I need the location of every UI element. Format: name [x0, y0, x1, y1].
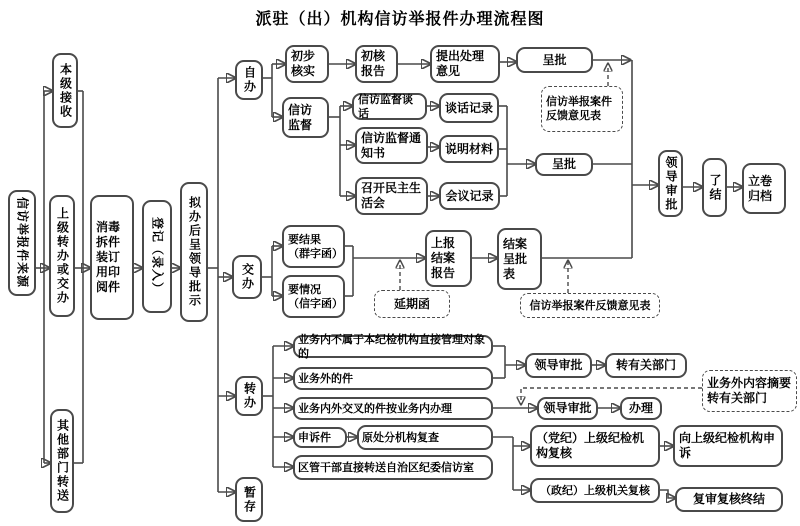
- node-source: 信访举报件来源: [8, 190, 36, 296]
- node-not-managed: 业务内不属于本纪检机构直接管理对象的: [293, 335, 493, 358]
- node-draft-submit: 拟办后呈领导批示: [180, 182, 208, 322]
- node-appeal-item: 申诉件: [293, 427, 347, 448]
- node-appeal-higher: 向上级纪检机构申诉: [673, 425, 783, 467]
- node-cross-biz: 业务内外交叉的件按业务内办理: [293, 397, 493, 420]
- node-to-related-dept: 转有关部门: [605, 353, 687, 378]
- node-outside-excerpt: 业务外内容摘要转有关部门: [702, 370, 797, 412]
- node-transfer-handle: 转办: [235, 376, 263, 416]
- node-final-review: 复审复核终结: [675, 487, 783, 512]
- node-archive: 立卷归档: [742, 163, 786, 214]
- node-temp-hold: 暂存: [235, 477, 263, 522]
- node-handle: 办理: [620, 397, 662, 420]
- node-explain-material: 说明材料: [439, 135, 499, 163]
- node-want-result: 要结果（群字函）: [282, 225, 345, 268]
- node-other-dept: 其他部门转送: [50, 409, 74, 513]
- node-initial-report: 初核报告: [355, 45, 398, 83]
- node-feedback-form-bottom: 信访举报案件反馈意见表: [520, 293, 660, 318]
- node-party-recheck: （党纪）上级纪检机构复核: [530, 425, 660, 467]
- node-supervision: 信访监督: [282, 97, 329, 138]
- node-original-recheck: 原处分机构复查: [357, 425, 493, 450]
- node-supervision-notice: 信访监督通知书: [355, 127, 428, 164]
- node-outside-biz: 业务外的件: [293, 367, 493, 390]
- node-democratic-meeting: 召开民主生活会: [355, 177, 428, 215]
- node-admin-recheck: （政纪）上级机关复核: [530, 478, 660, 503]
- node-closure-form: 结案呈批表: [497, 228, 542, 290]
- node-superior-assign: 上级转办或交办: [49, 195, 75, 317]
- node-register: 登记（录入）: [142, 200, 172, 313]
- node-assign-handle: 交办: [232, 255, 262, 299]
- node-closure-report: 上报结案报告: [425, 230, 472, 287]
- node-receive-local: 本级接收: [52, 53, 78, 128]
- node-submit-approval-2: 呈批: [535, 153, 593, 176]
- page-title: 派驻（出）机构信访举报件办理流程图: [255, 9, 545, 28]
- node-feedback-form-top: 信访举报案件反馈意见表: [541, 86, 623, 132]
- node-preliminary-verify: 初步核实: [285, 45, 329, 83]
- node-delay-letter: 延期函: [374, 290, 450, 318]
- node-self-handle: 自办: [235, 60, 263, 100]
- node-talk-record: 谈话记录: [439, 93, 499, 123]
- node-propose-opinion: 提出处理意见: [430, 45, 500, 83]
- node-conclude: 了结: [702, 158, 727, 217]
- node-meeting-record: 会议记录: [439, 182, 500, 210]
- node-leader-approval-t2: 领导审批: [537, 397, 598, 420]
- node-want-info: 要情况（信字函）: [282, 275, 345, 318]
- node-leader-approval-main: 领导审批: [658, 150, 683, 217]
- node-district-cadre: 区管干部直接转送自治区纪委信访室: [293, 455, 493, 480]
- node-leader-approval-t1: 领导审批: [525, 353, 592, 378]
- node-disinfect: 消毒拆件装订用印阅件: [90, 195, 134, 320]
- node-submit-approval-1: 呈批: [516, 47, 593, 73]
- node-supervision-talk: 信访监督谈话: [352, 93, 427, 120]
